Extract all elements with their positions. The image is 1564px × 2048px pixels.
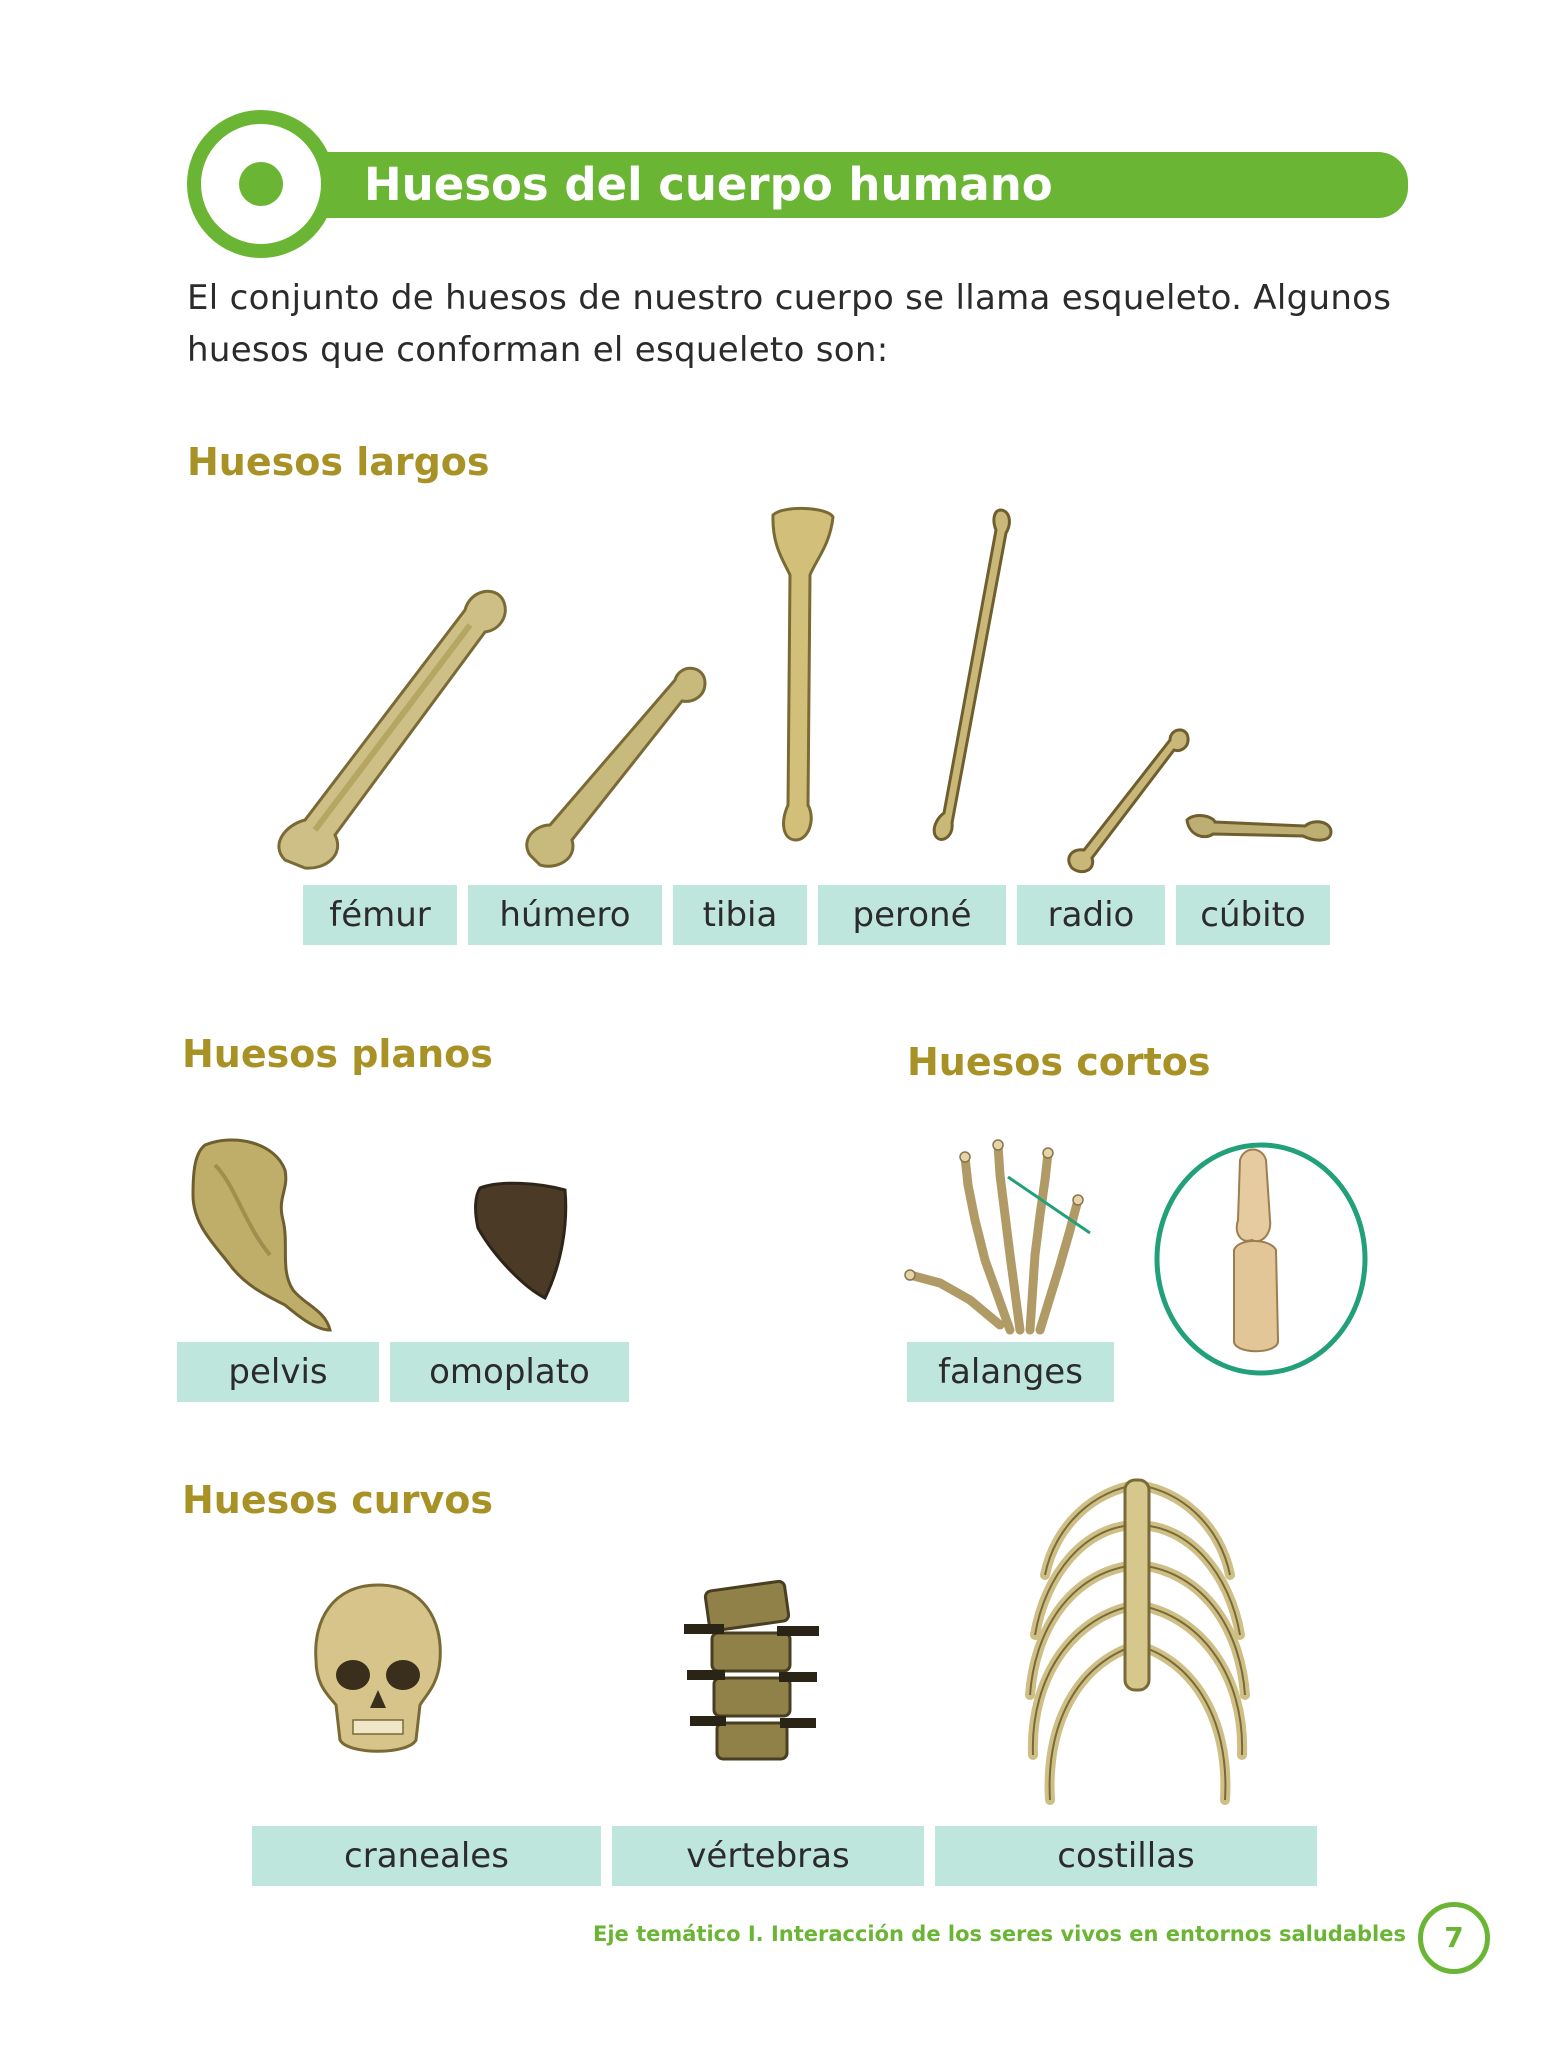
hand-icon [900, 1135, 1100, 1335]
page-number: 7 [1418, 1902, 1490, 1974]
tibia-icon [768, 505, 838, 845]
pelvis-icon [185, 1135, 335, 1335]
humerus-icon [510, 655, 710, 875]
title-dot-icon [239, 162, 283, 206]
femur-icon [255, 570, 515, 880]
vertebrae-icon [682, 1578, 822, 1768]
intro-paragraph: El conjunto de huesos de nuestro cuerpo se llama esqueleto. Algunos huesos que conforman el esqueleto son: [187, 278, 1392, 370]
label-pelvis: pelvis [177, 1342, 379, 1402]
fibula-icon [930, 505, 1020, 850]
label-tibia: tibia [673, 885, 807, 945]
label-falanges: falanges [907, 1342, 1114, 1402]
ulna-icon [1185, 808, 1335, 848]
footer-caption: Eje temático I. Interacción de los seres vivos en entornos saludables [592, 1922, 1406, 1946]
page-title: Huesos del cuerpo humano [364, 158, 1053, 211]
label-cubito: cúbito [1176, 885, 1330, 945]
label-radio: radio [1017, 885, 1165, 945]
heading-huesos-curvos: Huesos curvos [182, 1478, 494, 1522]
heading-huesos-cortos: Huesos cortos [907, 1040, 1211, 1084]
label-perone: peroné [818, 885, 1006, 945]
label-costillas: costillas [935, 1826, 1317, 1886]
heading-huesos-largos: Huesos largos [187, 440, 490, 484]
label-femur: fémur [303, 885, 457, 945]
label-omoplato: omoplato [390, 1342, 629, 1402]
label-humero: húmero [468, 885, 662, 945]
label-craneales: craneales [252, 1826, 601, 1886]
radius-icon [1062, 718, 1192, 878]
ribcage-icon [1005, 1465, 1270, 1820]
skull-icon [308, 1580, 448, 1760]
scapula-icon [470, 1178, 570, 1303]
label-vertebras: vértebras [612, 1826, 924, 1886]
heading-huesos-planos: Huesos planos [182, 1032, 493, 1076]
phalanx-zoom-icon [1152, 1140, 1370, 1378]
